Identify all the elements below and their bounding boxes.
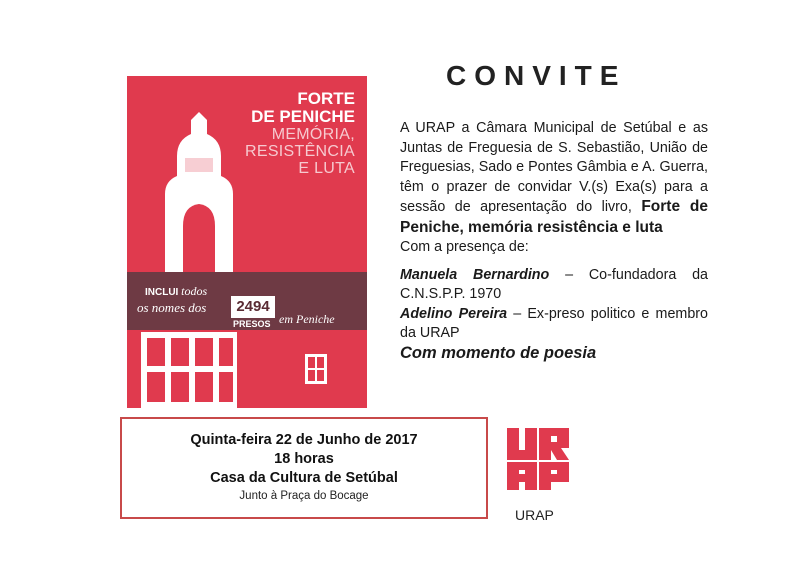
- book-title: Forte de Peniche, memória resistência e luta: [400, 198, 708, 236]
- cover-title: [245, 90, 355, 177]
- invitation-heading: CONVITE: [446, 60, 627, 91]
- guest-entry: [400, 266, 708, 305]
- cover-subtitle-line: RESISTÊNCIA: [245, 143, 355, 160]
- guest-entry: [400, 305, 708, 344]
- cover-urap-logo-icon: [305, 354, 327, 384]
- invitation-intro: A URAP a Câmara Municipal de Setúbal e as Juntas de Freguesia de S. Sebastião, União de Freguesias, Sado e Pontes Gâmbia e A. Guerra, têm o prazer de convidar V.(s) Exa(s) para a sessão de apresentação do livro,: [400, 120, 708, 215]
- em-peniche-text: em Peniche: [279, 312, 335, 326]
- inclui-text: [145, 284, 207, 299]
- nomes-text: os nomes dos: [137, 300, 207, 315]
- book-cover: [127, 76, 367, 408]
- presence-intro: Com a presença de:: [400, 239, 529, 255]
- presos-label: PRESOS: [233, 319, 271, 329]
- guest-name: Manuela Bernardino: [400, 266, 550, 283]
- event-address: Junto à Praça do Bocage: [239, 490, 369, 502]
- logo-label: URAP: [515, 507, 554, 523]
- cover-subtitle-line: E LUTA: [298, 160, 355, 177]
- cover-band: [127, 272, 367, 330]
- event-date: Quinta-feira 22 de Junho de 2017: [190, 432, 418, 448]
- event-time: 18 horas: [274, 451, 334, 467]
- guest-name: Adelino Pereira: [400, 305, 508, 322]
- inclui-italic: todos: [181, 284, 208, 298]
- inclui-label: INCLUI: [145, 287, 179, 298]
- invitation-body: [400, 119, 708, 363]
- prisoner-count: 2494: [231, 296, 275, 318]
- invitation-paragraph: [400, 119, 708, 238]
- urap-logo-icon: [505, 426, 571, 492]
- event-details-box: [120, 417, 488, 519]
- guest-description: – Co-fundadora da C.N.S.P.P. 1970: [400, 266, 708, 302]
- cover-title-line: FORTE: [297, 89, 355, 108]
- event-venue: Casa da Cultura de Setúbal: [210, 470, 398, 486]
- cover-title-line: DE PENICHE: [251, 107, 355, 126]
- poetry-note: Com momento de poesia: [400, 343, 597, 362]
- cover-subtitle-line: MEMÓRIA,: [271, 126, 355, 143]
- guest-description: – Ex-preso politico e membro da URAP: [400, 305, 708, 341]
